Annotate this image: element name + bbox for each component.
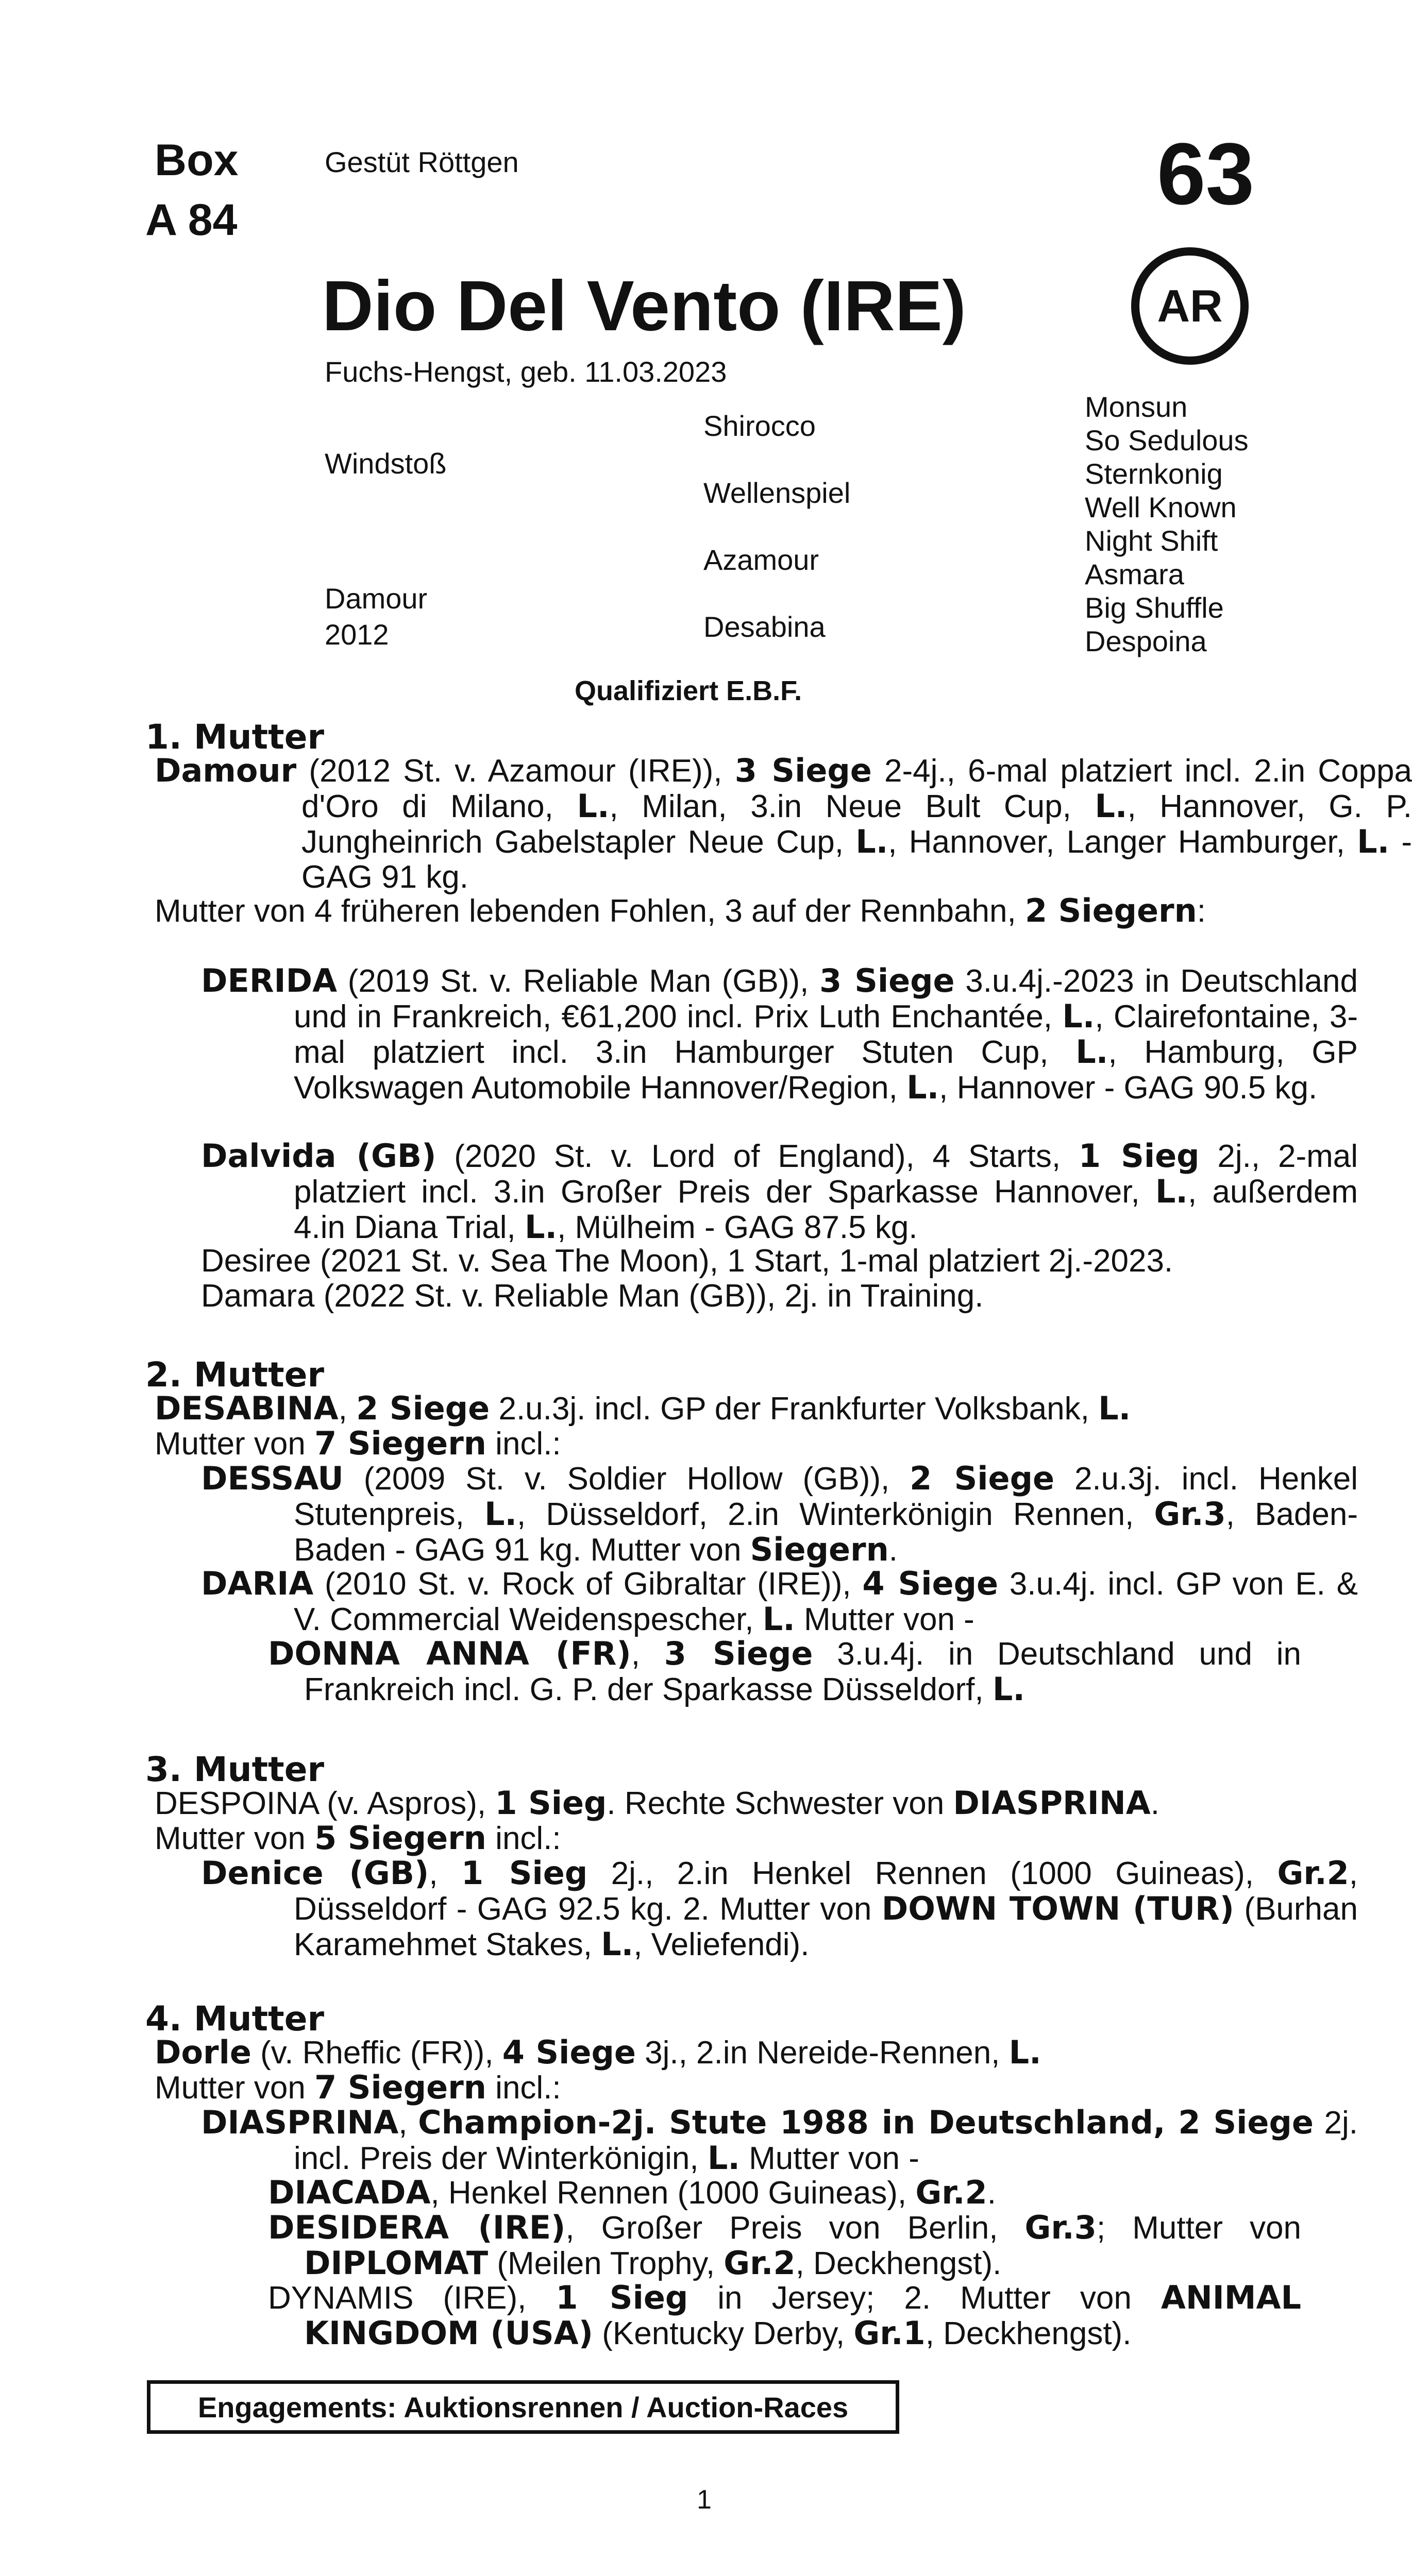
pedigree-gen2-item: Shirocco [703, 410, 816, 442]
text-run: , Hannover - GAG 90.5 kg. [939, 1070, 1318, 1106]
bold-text-run: 7 Siegern [314, 1425, 486, 1462]
bold-text-run: Gr.3 [1024, 2209, 1097, 2246]
bold-text-run: Denice (GB) [201, 1854, 429, 1892]
pedigree-gen2-item: Desabina [703, 611, 826, 643]
text-run: , Hamburg, GP Volkswagen Automobile Hannover/Region, [294, 1035, 1358, 1106]
text-run: 2j. incl. Preis der Winterkönigin, [294, 2105, 1358, 2176]
text-run: , außerdem 4.in Diana Trial, [294, 1174, 1358, 1245]
produce-subentry [268, 2175, 1301, 2211]
produce-entry [201, 1461, 1358, 1568]
text-run: 2.u.3j. incl. Henkel Stutenpreis, [294, 1461, 1358, 1532]
breeder: Gestüt Röttgen [325, 146, 519, 178]
text-run: , Großer Preis von Berlin, [565, 2210, 1025, 2246]
second-dam-produce-summary [155, 1426, 1265, 1462]
text-run: Mutter von [155, 2070, 315, 2106]
box-label: Box [155, 135, 239, 185]
dam-produce-summary [155, 893, 1412, 929]
pedigree-gen2-item: Wellenspiel [703, 477, 851, 509]
bold-text-run: L. [601, 1925, 634, 1963]
text-run: 3.u.4j. incl. GP von E. & V. Commercial Weidenspescher, [294, 1566, 1358, 1637]
text-run: : [1197, 893, 1206, 929]
text-run: , Baden-Baden - GAG 91 kg. Mutter von [294, 1497, 1358, 1568]
bold-text-run: DIASPRINA [201, 2104, 399, 2141]
pedigree-gen3-item: Well Known [1085, 491, 1237, 523]
bold-text-run: Damour [155, 752, 297, 789]
bold-text-run: 1 Sieg [495, 1784, 607, 1822]
text-run: incl.: [486, 1426, 561, 1462]
text-run: ; Mutter von [1096, 2210, 1302, 2246]
text-run: Desiree (2021 St. v. Sea The Moon), 1 Start, 1-mal platziert 2j.-2023. [201, 1243, 1173, 1279]
bold-text-run: 4 Siege [862, 1565, 999, 1602]
text-run: 2.u.3j. incl. GP der Frankfurter Volksbank, [490, 1391, 1099, 1427]
text-run: , Hannover, Langer Hamburger, [888, 824, 1357, 860]
bold-text-run: L. [1008, 2033, 1041, 2071]
bold-text-run: 3 Siege [734, 752, 872, 789]
produce-subentry [268, 2280, 1301, 2351]
text-run: , Deckhengst). [795, 2246, 1002, 2281]
produce-entry [201, 1244, 1358, 1279]
pedigree-gen3-item: Asmara [1085, 558, 1184, 590]
text-run: 3j., 2.in Nereide-Rennen, [635, 2035, 1009, 2071]
bold-text-run: Dorle [155, 2033, 251, 2071]
pedigree-gen3-item: Monsun [1085, 391, 1188, 423]
bold-text-run: Gr.3 [1154, 1495, 1226, 1533]
text-run: Mutter von - [795, 1602, 974, 1637]
bold-text-run: L. [906, 1069, 939, 1106]
bold-text-run: DESSAU [201, 1460, 344, 1497]
section-heading: 3. Mutter [145, 1750, 325, 1789]
produce-entry [201, 1566, 1358, 1637]
text-run: (v. Rheffic (FR)), [251, 2035, 502, 2071]
text-run: , Düsseldorf - GAG 92.5 kg. 2. Mutter von [294, 1856, 1358, 1927]
bold-text-run: 1 Sieg [1078, 1137, 1200, 1175]
text-run: 2j., 2-mal platziert incl. 3.in Großer Preis der Sparkasse Hannover, [294, 1139, 1358, 1210]
text-run: in Jersey; 2. Mutter von [688, 2280, 1161, 2316]
bold-text-run: L. [577, 787, 610, 825]
box-number: A 84 [145, 195, 238, 245]
text-run: (Kentucky Derby, [593, 2316, 854, 2351]
pedigree-gen3-item: Sternkonig [1085, 457, 1223, 490]
text-run: - GAG 91 kg. [301, 824, 1412, 895]
text-run: DESPOINA (v. Aspros), [155, 1786, 495, 1821]
second-dam-record [155, 1391, 1265, 1427]
bold-text-run: 1 Sieg [461, 1854, 588, 1892]
bold-text-run: DESIDERA (IRE) [268, 2209, 566, 2246]
fourth-dam-produce-summary [155, 2070, 1265, 2106]
produce-subentry [268, 2210, 1301, 2281]
text-run: DYNAMIS (IRE), [268, 2280, 556, 2316]
text-run: . [888, 1532, 898, 1568]
produce-entry [201, 2105, 1358, 2176]
dam-record [155, 753, 1412, 895]
bold-text-run: L. [1062, 997, 1095, 1035]
text-run: , [338, 1391, 357, 1427]
engagements-box: Engagements: Auktionsrennen / Auction-Races [147, 2380, 899, 2434]
bold-text-run: 3 Siege [819, 962, 955, 999]
pedigree-gen2-item: Azamour [703, 544, 819, 576]
text-run: (2012 St. v. Azamour (IRE)), [296, 753, 735, 789]
bold-text-run: 4 Siege [502, 2033, 636, 2071]
text-run: incl.: [486, 1821, 561, 1856]
bold-text-run: L. [762, 1600, 795, 1638]
text-run: , Clairefontaine, 3-mal platziert incl. 3.in Hamburger Stuten Cup, [294, 999, 1358, 1070]
pedigree-dam-year: 2012 [325, 618, 389, 651]
bold-text-run: L. [1098, 1389, 1131, 1427]
text-run: , Deckhengst). [925, 2316, 1132, 2351]
bold-text-run: L. [1357, 823, 1390, 860]
text-run: (2009 St. v. Soldier Hollow (GB)), [343, 1461, 910, 1497]
bold-text-run: ANIMAL KINGDOM (USA) [304, 2279, 1301, 2352]
bold-text-run: L. [525, 1208, 558, 1246]
pedigree-dam: Damour [325, 582, 428, 615]
text-run: , [631, 1636, 664, 1672]
bold-text-run: L. [855, 823, 888, 860]
bold-text-run: L. [1155, 1173, 1188, 1210]
text-run: Mutter von 4 früheren lebenden Fohlen, 3 auf der Rennbahn, [155, 893, 1025, 929]
pedigree-gen3-item: Big Shuffle [1085, 591, 1224, 624]
text-run: , Düsseldorf, 2.in Winterkönigin Rennen, [517, 1497, 1154, 1532]
text-run: 3.u.4j.-2023 in Deutschland und in Frankreich, €61,200 incl. Prix Luth Enchantée, [294, 963, 1358, 1035]
text-run: , Hannover, G. P. Jungheinrich Gabelstapler Neue Cup, [301, 789, 1412, 860]
bold-text-run: DOWN TOWN (TUR) [881, 1890, 1235, 1927]
text-run: (2010 St. v. Rock of Gibraltar (IRE)), [313, 1566, 863, 1602]
pedigree-gen3-item: Despoina [1085, 625, 1207, 657]
text-run: (Burhan Karamehmet Stakes, [294, 1891, 1358, 1962]
bold-text-run: 1 Sieg [556, 2279, 688, 2316]
bold-text-run: 2 Siege [910, 1460, 1054, 1497]
bold-text-run: L. [1095, 787, 1128, 825]
bold-text-run: L. [707, 2139, 740, 2177]
produce-entry [201, 1856, 1358, 1962]
bold-text-run: L. [992, 1670, 1025, 1708]
text-run: Mutter von - [739, 2141, 919, 2176]
text-run: (2020 St. v. Lord of England), 4 Starts, [436, 1139, 1079, 1174]
lot-number: 63 [1157, 125, 1255, 223]
text-run: Mutter von [155, 1426, 315, 1462]
bold-text-run: Gr.2 [1277, 1854, 1349, 1892]
text-run: Damara (2022 St. v. Reliable Man (GB)), 2j. in Training. [201, 1278, 984, 1314]
text-run: 2j., 2.in Henkel Rennen (1000 Guineas), [587, 1856, 1277, 1891]
horse-name: Dio Del Vento (IRE) [322, 266, 966, 346]
pedigree-gen3-item: Night Shift [1085, 524, 1218, 557]
bold-text-run: L. [484, 1495, 517, 1533]
ar-badge: AR [1131, 247, 1249, 365]
fourth-dam-record [155, 2035, 1265, 2071]
text-run: , Henkel Rennen (1000 Guineas), [430, 2175, 916, 2211]
text-run: 3.u.4j. in Deutschland und in Frankreich incl. G. P. der Sparkasse Düsseldorf, [304, 1636, 1301, 1707]
text-run: . [987, 2175, 996, 2211]
text-run: (Meilen Trophy, [488, 2246, 724, 2281]
bold-text-run: 7 Siegern [314, 2069, 486, 2106]
third-dam-produce-summary [155, 1821, 1265, 1856]
produce-entry [201, 1139, 1358, 1245]
text-run: . [1150, 1786, 1159, 1821]
bold-text-run: DIPLOMAT [304, 2244, 489, 2282]
text-run: 2-4j., 6-mal platziert incl. 2.in Coppa d'Oro di Milano, [301, 753, 1412, 824]
text-run: Mutter von [155, 1821, 315, 1856]
bold-text-run: DONNA ANNA (FR) [268, 1635, 631, 1672]
text-run: . Rechte Schwester von [607, 1786, 953, 1821]
produce-entry [201, 963, 1358, 1106]
page-number: 1 [697, 2485, 712, 2515]
bold-text-run: L. [1075, 1033, 1108, 1071]
bold-text-run: 2 Siege [356, 1389, 490, 1427]
text-run: (2019 St. v. Reliable Man (GB)), [337, 963, 820, 999]
produce-subentry [268, 1636, 1301, 1707]
section-heading: 4. Mutter [145, 1999, 325, 2039]
third-dam-record [155, 1786, 1265, 1821]
text-run: , Mülheim - GAG 87.5 kg. [557, 1210, 918, 1245]
section-heading: 2. Mutter [145, 1355, 325, 1395]
section-heading: 1. Mutter [145, 717, 325, 757]
produce-entry [201, 1279, 1358, 1314]
horse-description: Fuchs-Hengst, geb. 11.03.2023 [325, 355, 727, 388]
bold-text-run: DIACADA [268, 2174, 431, 2211]
text-run: , [398, 2105, 418, 2141]
text-run: , Milan, 3.in Neue Bult Cup, [609, 789, 1095, 824]
text-run: incl.: [486, 2070, 561, 2106]
pedigree-sire: Windstoß [325, 447, 447, 480]
bold-text-run: 5 Siegern [314, 1819, 486, 1857]
bold-text-run: Siegern [750, 1531, 889, 1568]
bold-text-run: DERIDA [201, 962, 338, 999]
bold-text-run: Gr.2 [915, 2174, 987, 2211]
bold-text-run: DARIA [201, 1565, 314, 1602]
bold-text-run: DESABINA [155, 1389, 339, 1427]
text-run: , Veliefendi). [633, 1927, 810, 1962]
qualification: Qualifiziert E.B.F. [575, 675, 802, 706]
bold-text-run: Champion-2j. Stute 1988 in Deutschland, 2 Siege [418, 2104, 1314, 2141]
bold-text-run: 3 Siege [664, 1635, 813, 1672]
pedigree-gen3-item: So Sedulous [1085, 424, 1249, 456]
text-run: , [429, 1856, 461, 1891]
bold-text-run: DIASPRINA [953, 1784, 1151, 1822]
bold-text-run: 2 Siegern [1024, 892, 1197, 929]
bold-text-run: Gr.1 [853, 2314, 926, 2352]
bold-text-run: Gr.2 [724, 2244, 796, 2282]
bold-text-run: Dalvida (GB) [201, 1137, 436, 1175]
